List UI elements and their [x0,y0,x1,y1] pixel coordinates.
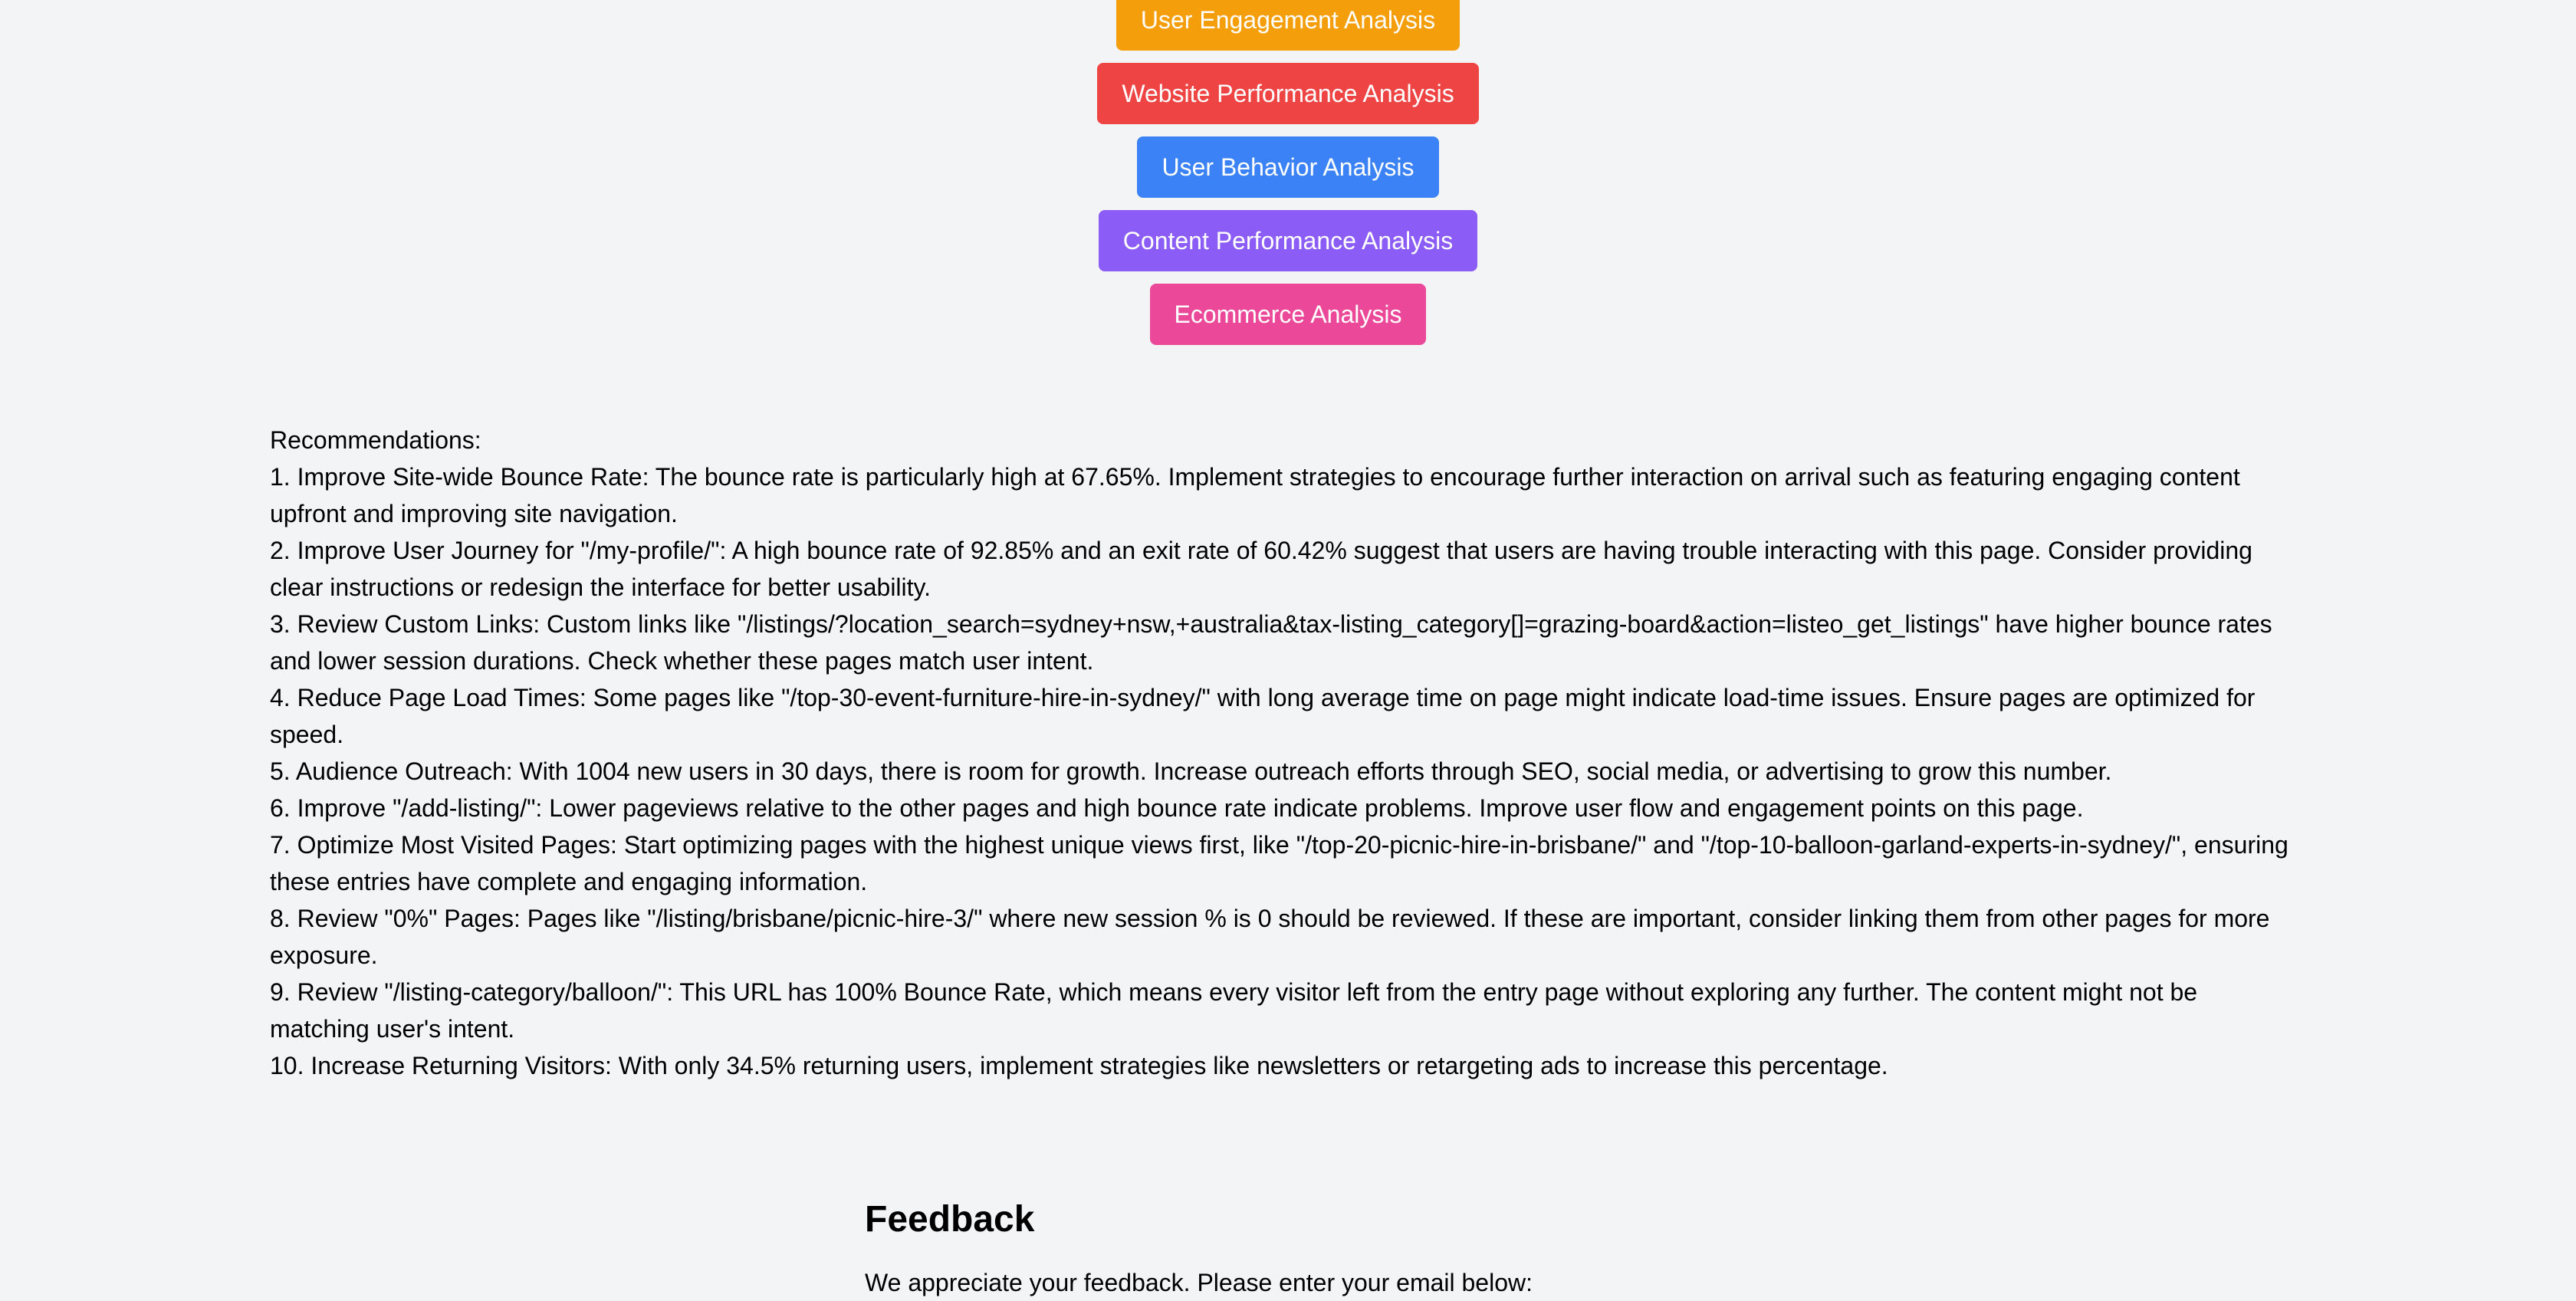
content-performance-analysis-button[interactable]: Content Performance Analysis [1099,210,1477,271]
analysis-button-stack [0,0,2576,357]
recommendations-heading: Recommendations: [270,426,481,454]
recommendation-item: 7. Optimize Most Visited Pages: Start optimizing pages with the highest unique views first, like "/top-20-picnic-hire-in-brisbane/" and "/top-10-balloon-garland-experts-in-sydney/", ensuring these entries have complete and engaging information. [270,831,2288,895]
feedback-section [865,1192,1785,1301]
ecommerce-analysis-button[interactable]: Ecommerce Analysis [1150,284,1427,345]
recommendation-item: 4. Reduce Page Load Times: Some pages like "/top-30-event-furniture-hire-in-sydney/" with long average time on page might indicate load-time issues. Ensure pages are optimized for speed. [270,684,2256,748]
recommendation-item: 5. Audience Outreach: With 1004 new users in 30 days, there is room for growth. Increase outreach efforts through SEO, social media, or advertising to grow this number. [270,757,2112,785]
feedback-intro-text: We appreciate your feedback. Please enter your email below: [865,1269,1533,1296]
recommendation-item: 6. Improve "/add-listing/": Lower pageviews relative to the other pages and high bounce rate indicate problems. Improve user flow and engagement points on this page. [270,794,2084,822]
feedback-title: Feedback [865,1199,1035,1240]
recommendation-item: 3. Review Custom Links: Custom links like "/listings/?location_search=sydney+nsw,+australia&tax-listing_category[]=grazing-board&action=listeo_get_listings" have higher bounce rates and lower session durations. Check whether these pages match user intent. [270,610,2272,675]
recommendation-item: 2. Improve User Journey for "/my-profile/": A high bounce rate of 92.85% and an exit rate of 60.42% suggest that users are having trouble interacting with this page. Consider providing clear instructions or redesign the interface for better usability. [270,537,2252,601]
user-engagement-analysis-button[interactable]: User Engagement Analysis [1116,0,1460,51]
recommendation-item: 8. Review "0%" Pages: Pages like "/listing/brisbane/picnic-hire-3/" where new session % is 0 should be reviewed. If these are important, consider linking them from other pages for more exposure. [270,905,2270,969]
user-behavior-analysis-button[interactable]: User Behavior Analysis [1137,136,1438,198]
recommendations-section [270,422,2294,1084]
recommendation-item: 1. Improve Site-wide Bounce Rate: The bounce rate is particularly high at 67.65%. Implement strategies to encourage further interaction on arrival such as featuring engaging content upfront and improving site navigation. [270,463,2240,527]
website-performance-analysis-button[interactable]: Website Performance Analysis [1097,63,1478,124]
recommendation-item: 10. Increase Returning Visitors: With only 34.5% returning users, implement strategies like newsletters or retargeting ads to increase this percentage. [270,1052,1888,1079]
recommendation-item: 9. Review "/listing-category/balloon/": This URL has 100% Bounce Rate, which means every visitor left from the entry page without exploring any further. The content might not be matching user's intent. [270,978,2198,1043]
